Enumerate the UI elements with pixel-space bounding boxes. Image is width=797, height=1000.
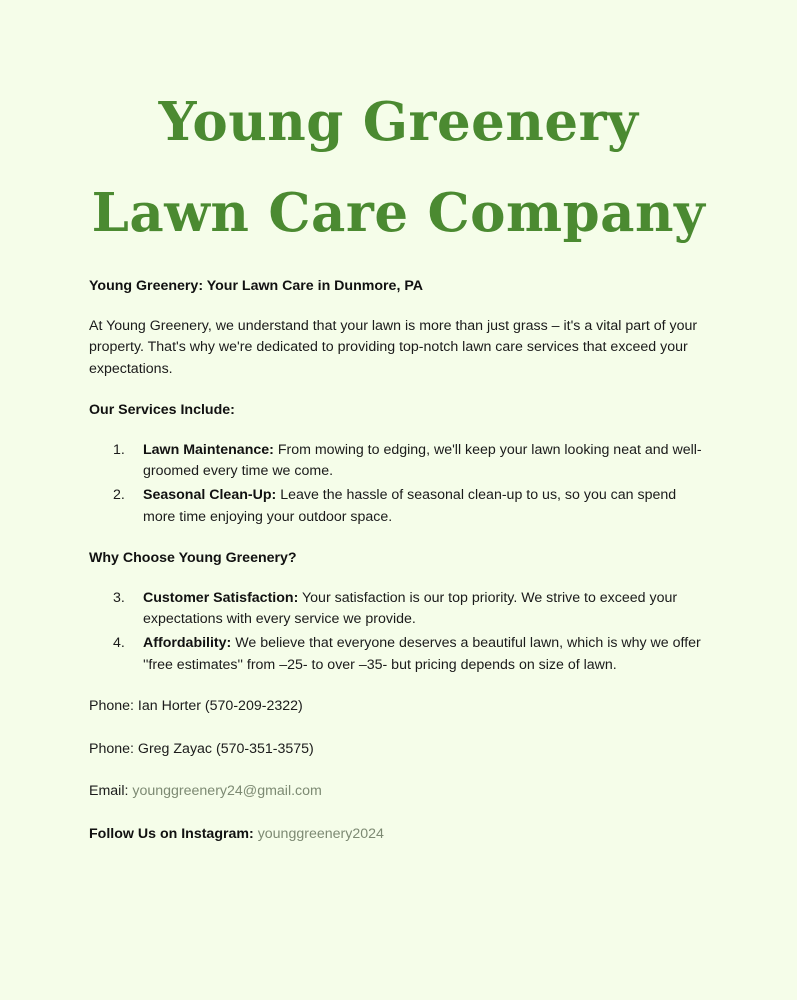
list-item-label: Lawn Maintenance: [143, 441, 274, 458]
list-item-label: Affordability: [143, 634, 232, 651]
phone-greg-zayac: Phone: Greg Zayac (570-351-3575) [89, 740, 314, 757]
instagram-line [89, 824, 708, 846]
list-item-number: 1. [113, 441, 125, 458]
instagram-handle-link[interactable]: younggreenery2024 [257, 825, 384, 842]
why-choose-list [89, 588, 708, 676]
instagram-label: Follow Us on Instagram: [89, 825, 258, 842]
list-item [113, 633, 708, 676]
list-item [113, 588, 708, 631]
phone-ian-horter: Phone: Ian Horter (570-209-2322) [89, 698, 303, 715]
list-item-text: We believe that everyone deserves a beautiful lawn, which is why we offer ''free estimates'' from –25- to over –35- but pricing depends on size of lawn. [143, 634, 701, 673]
list-item-content [143, 440, 708, 483]
list-item-number: 2. [113, 487, 125, 504]
email-line [89, 781, 708, 803]
document-body [0, 276, 797, 845]
list-item-content [143, 633, 708, 676]
why-choose-heading: Why Choose Young Greenery? [89, 550, 297, 567]
services-list [89, 440, 708, 528]
list-item-text: Leave the hassle of seasonal clean-up to us, so you can spend more time enjoying your outdoor space. [143, 487, 677, 525]
list-item-content [143, 485, 708, 528]
list-item-label: Seasonal Clean-Up: [143, 487, 277, 504]
intro-heading: Young Greenery: Your Lawn Care in Dunmore, PA [89, 278, 423, 294]
list-item-text: Your satisfaction is our top priority. We strive to exceed your expectations with every service we provide. [143, 589, 678, 628]
page-title-line-1: Young Greenery [158, 91, 639, 153]
list-item-content [143, 588, 708, 631]
list-item-number: 4. [113, 634, 125, 651]
list-item-label: Customer Satisfaction: [143, 589, 299, 606]
list-item [113, 440, 708, 483]
list-item-text: From mowing to edging, we'll keep your lawn looking neat and well-groomed every time we come. [143, 441, 702, 480]
list-item [113, 485, 708, 528]
intro-paragraph: At Young Greenery, we understand that your lawn is more than just grass – it's a vital part of your property. That's why we're dedicated to providing top-notch lawn care services that exceed your expectations. [89, 317, 698, 377]
list-item-number: 3. [113, 589, 125, 606]
email-label: Email: [89, 783, 133, 800]
document-title-block [0, 0, 797, 244]
page-title-line-2: Lawn Care Company [91, 182, 706, 244]
services-heading: Our Services Include: [89, 402, 235, 419]
email-address-link[interactable]: younggreenery24@gmail.com [132, 783, 322, 800]
